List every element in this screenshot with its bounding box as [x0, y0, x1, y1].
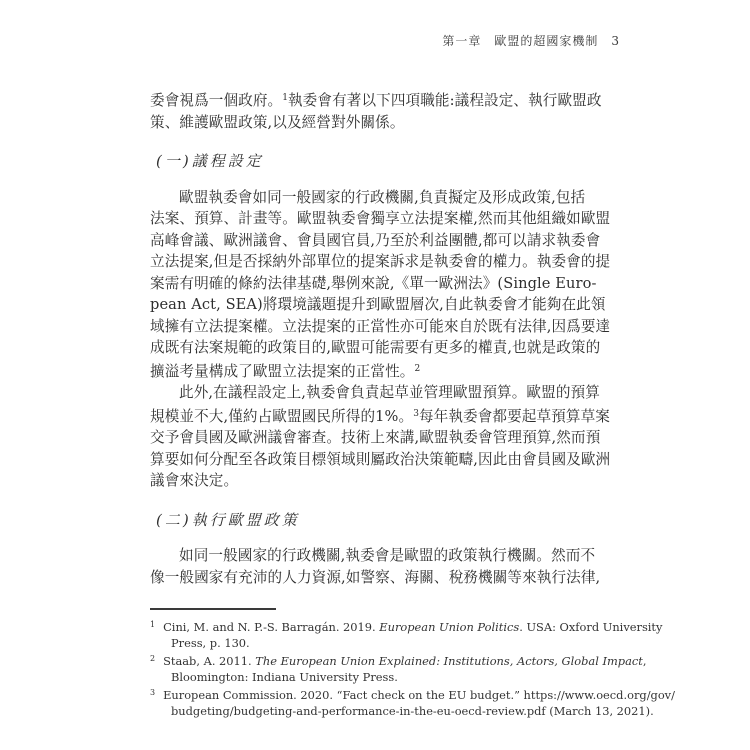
text-line: 歐盟執委會如同一般國家的行政機關,負責擬定及形成政策,包括	[179, 188, 586, 206]
paragraph	[150, 88, 624, 133]
chapter-title: 第一章 歐盟的超國家機制	[442, 34, 599, 48]
text-line: 算要如何分配至各政策目標領域則屬政治決策範疇,因此由會員國及歐洲	[150, 450, 611, 468]
text-line: 規模並不大,僅約占歐盟國民所得的1%。$^3$每年執委會都要起草預算草案	[150, 407, 610, 425]
footnote-line: Bloomington: Indiana University Press.	[171, 669, 398, 684]
citation-title: European Union Politics	[379, 620, 520, 634]
running-header	[442, 32, 620, 49]
text-line: 案需有明確的條約法律基礎,舉例來說,《單一歐洲法》(Single Euro-	[150, 274, 597, 292]
text-line: 立法提案,但是否採納外部單位的提案訴求是執委會的權力。執委會的提	[150, 253, 611, 270]
footnote-line: $^1$ Cini, M. and N. P.-S. Barragán. 2019. European Union Politics. USA: Oxford University	[150, 620, 663, 634]
footnote-line: $^3$ European Commission. 2020. “Fact check on the EU budget.” https://www.oecd.org/gov/	[150, 688, 675, 703]
footnote	[150, 617, 663, 651]
footnote-number: 3	[150, 688, 156, 698]
footnote-rule	[150, 608, 276, 610]
footnote-line: $^2$ Staab, A. 2011. The European Union Explained: Institutions, Actors, Global Impact,	[150, 654, 647, 669]
text-line: 域擁有立法提案權。立法提案的正當性亦可能來自於既有法律,因爲要達	[150, 317, 611, 335]
text-line: 策、維護歐盟政策,以及經營對外關係。	[150, 113, 405, 131]
page-number: 3	[611, 34, 620, 48]
footnote-line: budgeting/budgeting-and-performance-in-the-eu-oecd-review.pdf (March 13, 2021).	[171, 703, 654, 718]
section-heading: (二)執行歐盟政策	[156, 510, 300, 529]
text-line: 法案、預算、計畫等。歐盟執委會獨享立法提案權,然而其他組織如歐盟	[150, 210, 611, 227]
text-line: 擴溢考量構成了歐盟立法提案的正當性。$^2$	[150, 362, 421, 380]
text-line: pean Act, SEA)將環境議題提升到歐盟層次,自此執委會才能夠在此領	[150, 296, 606, 313]
text-line: 此外,在議程設定上,執委會負責起草並管理歐盟預算。歐盟的預算	[179, 384, 600, 401]
text-line: 成既有法案規範的政策目的,歐盟可能需要有更多的權責,也就是政策的	[150, 339, 601, 356]
footnote	[150, 685, 675, 719]
footnote-marker: 3	[413, 408, 419, 419]
page-body	[150, 88, 675, 720]
paragraph	[150, 187, 624, 383]
text-line: 高峰會議、歐洲議會、會員國官員,乃至於利益團體,都可以請求執委會	[150, 231, 601, 249]
footnote-number: 2	[150, 654, 156, 664]
paragraph	[150, 382, 624, 492]
paragraph	[150, 545, 624, 588]
text-line: 交予會員國及歐洲議會審查。技術上來講,歐盟執委會管理預算,然而預	[150, 429, 601, 446]
text-line: 委會視爲一個政府。$^1$執委會有著以下四項職能:議程設定、執行歐盟政	[150, 92, 602, 109]
citation-title: The European Union Explained: Institutions, Actors, Global Impact	[255, 654, 643, 669]
body-text	[150, 88, 624, 588]
footnotes	[150, 617, 675, 720]
footnote-number: 1	[150, 620, 156, 629]
footnote-marker: 1	[282, 93, 288, 103]
section-heading: (一)議程設定	[156, 152, 264, 170]
footnote-marker: 2	[414, 363, 421, 374]
footnote-line: Press, p. 130.	[171, 635, 250, 650]
text-line: 議會來決定。	[150, 472, 239, 489]
footnote	[150, 651, 647, 685]
text-line: 如同一般國家的行政機關,執委會是歐盟的政策執行機關。然而不	[179, 547, 596, 564]
text-line: 像一般國家有充沛的人力資源,如警察、海關、稅務機關等來執行法律,	[150, 568, 601, 586]
